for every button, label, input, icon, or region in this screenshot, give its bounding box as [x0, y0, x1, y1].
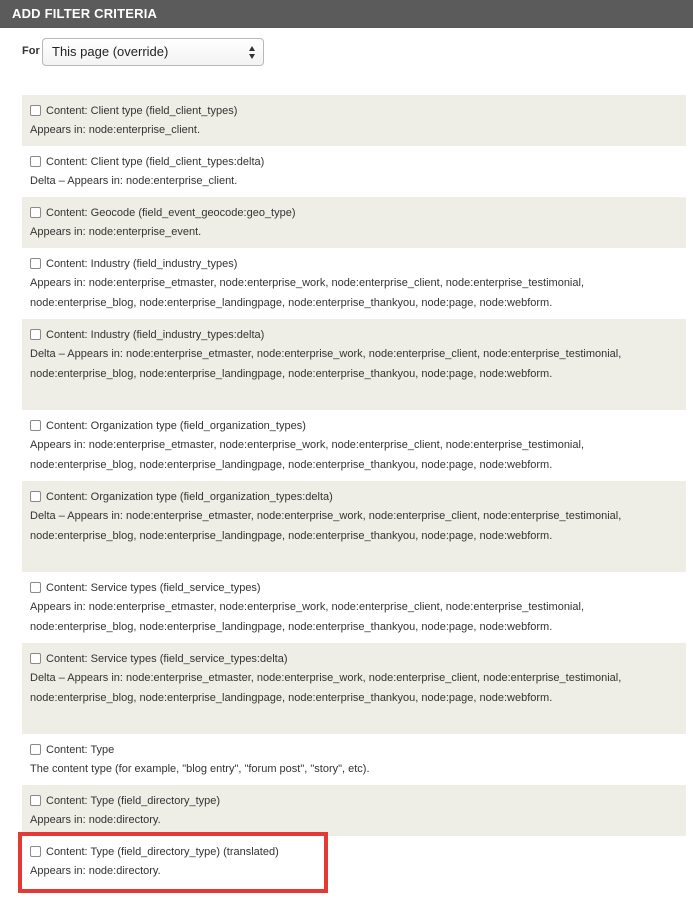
filter-item-title: Content: Industry (field_industry_types): [46, 257, 238, 270]
filter-item: [22, 481, 686, 572]
filter-item-title: Content: Type (field_directory_type): [46, 794, 221, 807]
filter-item-title: Content: Organization type (field_organization_types): [46, 419, 306, 432]
filter-item-title: Content: Type (field_directory_type) (translated): [46, 845, 279, 858]
filter-item-title: Content: Geocode (field_event_geocode:geo_type): [46, 206, 296, 219]
filter-item-title: Content: Industry (field_industry_types:delta): [46, 328, 265, 341]
filter-item: [22, 95, 686, 146]
filter-checkbox[interactable]: [30, 744, 41, 755]
filter-item-title: Content: Client type (field_client_types:delta): [46, 155, 265, 168]
for-select[interactable]: [42, 38, 264, 66]
filter-checkbox[interactable]: [30, 491, 41, 502]
filter-item-title: Content: Service types (field_service_types:delta): [46, 652, 288, 665]
filter-item-desc: Delta – Appears in: node:enterprise_etmaster, node:enterprise_work, node:enterprise_client, node:enterprise_testimonial, node:enterprise_blog, node:enterprise_landingpage, node:enterprise_thankyou, node:page, node:webform.: [30, 672, 622, 704]
filter-item: [22, 146, 686, 197]
dialog-title: ADD FILTER CRITERIA: [0, 0, 693, 28]
filter-item: [22, 248, 686, 319]
filter-checkbox[interactable]: [30, 795, 41, 806]
filter-item-title: Content: Organization type (field_organization_types:delta): [46, 490, 333, 503]
filter-item-title: Content: Type: [46, 743, 115, 756]
filter-item-desc: Appears in: node:directory.: [30, 865, 161, 877]
for-select-value: This page (override): [52, 44, 169, 59]
filter-checkbox[interactable]: [30, 329, 41, 340]
filter-checkbox[interactable]: [30, 258, 41, 269]
highlight-box: [18, 832, 328, 893]
filter-checkbox[interactable]: [30, 156, 41, 167]
filter-checkbox[interactable]: [30, 420, 41, 431]
filter-checkbox[interactable]: [30, 105, 41, 116]
filter-item: [22, 785, 686, 836]
filter-item: [22, 319, 686, 410]
select-arrows-icon: [249, 43, 257, 61]
for-label: For: [22, 45, 40, 57]
filter-item-title: Content: Service types (field_service_types): [46, 581, 261, 594]
filter-item-desc: Delta – Appears in: node:enterprise_etmaster, node:enterprise_work, node:enterprise_client, node:enterprise_testimonial, node:enterprise_blog, node:enterprise_landingpage, node:enterprise_thankyou, node:page, node:webform.: [30, 510, 622, 542]
filter-item-desc: Appears in: node:enterprise_client.: [30, 124, 200, 136]
filter-item-desc: Appears in: node:enterprise_etmaster, node:enterprise_work, node:enterprise_client, node:enterprise_testimonial, node:enterprise_blog, node:enterprise_landingpage, node:enterprise_thankyou, node:page, node:webform.: [30, 601, 584, 633]
filter-checkbox[interactable]: [30, 207, 41, 218]
filter-item: [22, 572, 686, 643]
filter-item: [22, 643, 686, 734]
filter-item: [22, 197, 686, 248]
filter-item-desc: Appears in: node:enterprise_etmaster, node:enterprise_work, node:enterprise_client, node:enterprise_testimonial, node:enterprise_blog, node:enterprise_landingpage, node:enterprise_thankyou, node:page, node:webform.: [30, 277, 584, 309]
filter-item-desc: Appears in: node:directory.: [30, 814, 161, 826]
filter-item-desc: The content type (for example, "blog entry", "forum post", "story", etc).: [30, 763, 370, 775]
filter-checkbox[interactable]: [30, 582, 41, 593]
filter-item-desc: Appears in: node:enterprise_etmaster, node:enterprise_work, node:enterprise_client, node:enterprise_testimonial, node:enterprise_blog, node:enterprise_landingpage, node:enterprise_thankyou, node:page, node:webform.: [30, 439, 584, 471]
filter-item-desc: Delta – Appears in: node:enterprise_etmaster, node:enterprise_work, node:enterprise_client, node:enterprise_testimonial, node:enterprise_blog, node:enterprise_landingpage, node:enterprise_thankyou, node:page, node:webform.: [30, 348, 622, 380]
filter-item-title: Content: Client type (field_client_types): [46, 104, 238, 117]
filter-checkbox[interactable]: [30, 653, 41, 664]
filter-item: [22, 734, 686, 785]
filter-item-desc: Delta – Appears in: node:enterprise_client.: [30, 175, 238, 187]
filter-item: [22, 410, 686, 481]
filter-item-desc: Appears in: node:enterprise_event.: [30, 226, 202, 238]
